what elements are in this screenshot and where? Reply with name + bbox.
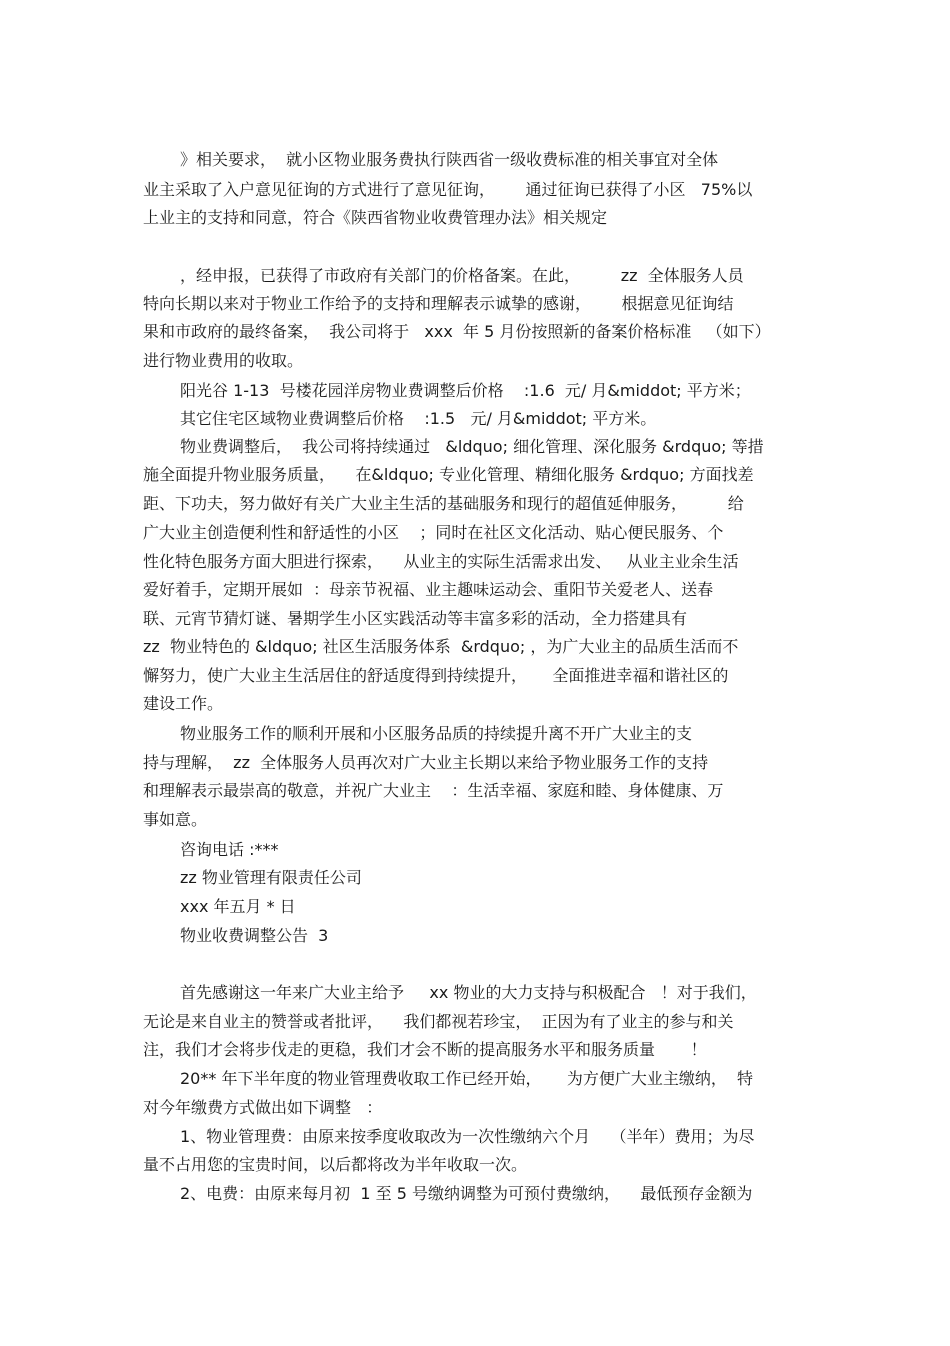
text-line: 距、下功夫，努力做好有关广大业主生活的基础服务和现行的超值延伸服务， 给 [143,494,744,513]
text-line: 2、电费：由原来每月初 1 至 5 号缴纳调整为可预付费缴纳， 最低预存金额为 [180,1184,753,1203]
text-line: zz 物业特色的 &ldquo; 社区生活服务体系 &rdquo; ，为广大业主的品质生活而不 [143,637,739,656]
text-line: 1、物业管理费：由原来按季度收取改为一次性缴纳六个月 （半年）费用；为尽 [180,1127,755,1146]
text-line: 对今年缴费方式做出如下调整 ： [143,1098,383,1117]
text-line: 20** 年下半年度的物业管理费收取工作已经开始， 为方便广大业主缴纳， 特 [180,1069,754,1088]
text-line: 施全面提升物业服务质量， 在&ldquo; 专业化管理、精细化服务 &rdquo; 方面找差 [143,465,754,484]
text-line: 爱好着手，定期开展如 ：母亲节祝福、业主趣味运动会、重阳节关爱老人、送春 [143,580,714,599]
text-line: 物业费调整后， 我公司将持续通过 &ldquo; 细化管理、深化服务 &rdquo; 等措 [180,437,764,456]
text-line: 量不占用您的宝贵时间，以后都将改为半年收取一次。 [143,1155,528,1174]
text-line: 物业服务工作的顺利开展和小区服务品质的持续提升离不开广大业主的支 [180,724,693,743]
text-line: 特向长期以来对于物业工作给予的支持和理解表示诚挚的感谢， 根据意见征询结 [143,294,734,313]
text-line: 懈努力，使广大业主生活居住的舒适度得到持续提升， 全面推进幸福和谐社区的 [143,666,729,685]
text-line: 上业主的支持和同意，符合《陕西省物业收费管理办法》相关规定 [143,208,608,227]
text-line: 事如意。 [143,810,208,829]
text-line: 和理解表示最崇高的敬意，并祝广大业主 ：生活幸福、家庭和睦、身体健康、万 [143,781,724,800]
text-line: 联、元宵节猜灯谜、暑期学生小区实践活动等丰富多彩的活动，全力搭建具有 [143,609,688,628]
text-line: 物业收费调整公告 3 [180,926,329,945]
text-line: 广大业主创造便利性和舒适性的小区 ；同时在社区文化活动、贴心便民服务、个 [143,523,724,542]
text-line: 阳光谷 1-13 号楼花园洋房物业费调整后价格 :1.6 元/ 月&middot; 平方米； [180,381,751,400]
text-line: 无论是来自业主的赞誉或者批评， 我们都视若珍宝， 正因为有了业主的参与和关 [143,1012,734,1031]
text-line: 进行物业费用的收取。 [143,351,304,370]
text-line: 建设工作。 [143,694,224,713]
text-line: 首先感谢这一年来广大业主给予 xx 物业的大力支持与积极配合 ！对于我们， [180,983,757,1002]
text-line: 其它住宅区域物业费调整后价格 :1.5 元/ 月&middot; 平方米。 [180,409,657,428]
text-line: 业主采取了入户意见征询的方式进行了意见征询， 通过征询已获得了小区 75%以 [143,180,753,199]
text-line: zz 物业管理有限责任公司 [180,868,362,887]
text-line: 性化特色服务方面大胆进行探索， 从业主的实际生活需求出发、 从业主业余生活 [143,552,739,571]
text-line: 》相关要求， 就小区物业服务费执行陕西省一级收费标准的相关事宜对全体 [180,150,719,169]
text-line: 注，我们才会将步伐走的更稳，我们才会不断的提高服务水平和服务质量 ！ [143,1040,707,1059]
text-line: xxx 年五月 * 日 [180,897,296,916]
text-line: 持与理解， zz 全体服务人员再次对广大业主长期以来给予物业服务工作的支持 [143,753,709,772]
text-line: 咨询电话 :*** [180,840,279,859]
text-line: 果和市政府的最终备案， 我公司将于 xxx 年 5 月份按照新的备案价格标准 （如下） [143,322,771,341]
text-line: ，经申报，已获得了市政府有关部门的价格备案。在此， zz 全体服务人员 [180,266,744,285]
